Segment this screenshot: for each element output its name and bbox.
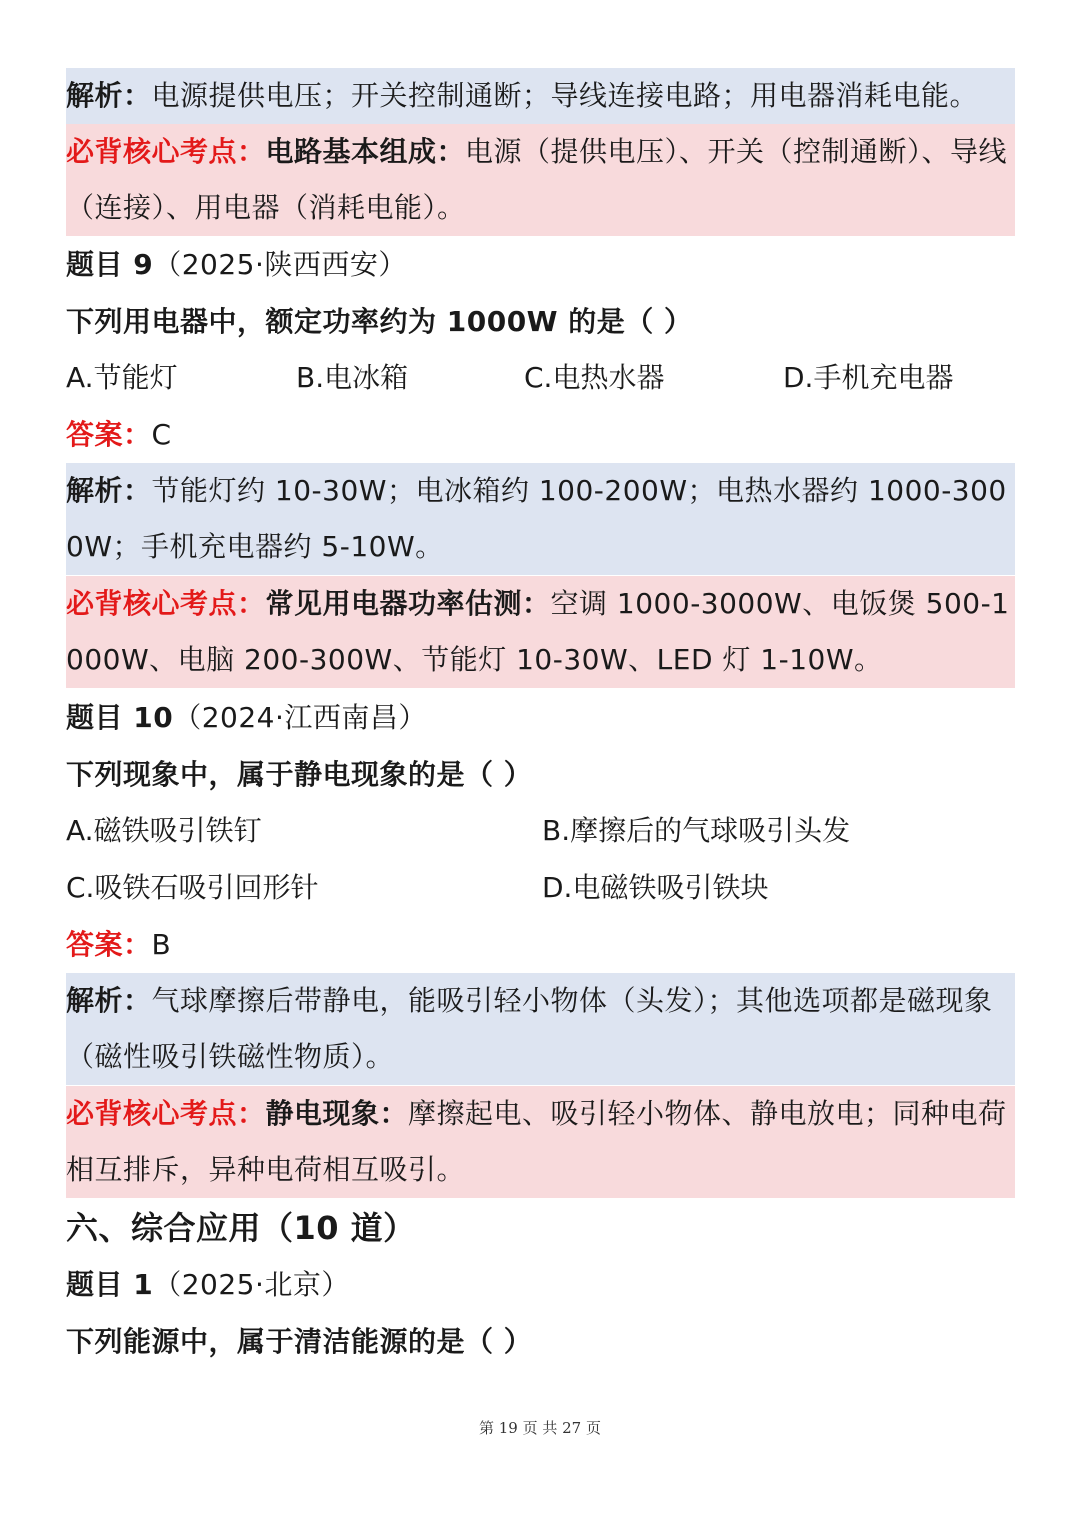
question-heading — [66, 237, 1015, 293]
section-title: 六、综合应用（10 道） — [66, 1209, 416, 1247]
option-d: D.手机充电器 — [783, 361, 954, 394]
question-number: 题目 9 — [66, 248, 154, 281]
question-number: 题目 1 — [66, 1268, 154, 1301]
answer-value: C — [151, 418, 172, 451]
option-d: D.电磁铁吸引铁块 — [542, 871, 769, 904]
key-point-label: 必背核心考点： — [66, 1097, 266, 1130]
key-point-subtitle: 静电现象： — [265, 1097, 409, 1130]
analysis-text: 气球摩擦后带静电，能吸引轻小物体（头发）；其他选项都是磁现象（磁性吸引铁磁性物质）。 — [66, 984, 993, 1073]
analysis-label: 解析： — [66, 474, 152, 507]
analysis-block — [66, 68, 1015, 124]
key-point-subtitle: 电路基本组成： — [265, 135, 466, 168]
analysis-text: 节能灯约 10-30W；电冰箱约 100-200W；电热水器约 1000-3000W；手机充电器约 5-10W。 — [66, 474, 1007, 563]
page-footer: 第 19 页 共 27 页 — [478, 1419, 601, 1437]
key-point-block — [66, 124, 1015, 236]
option-a: A.节能灯 — [66, 361, 178, 394]
option-c: C.吸铁石吸引回形针 — [66, 871, 319, 904]
answer-value: B — [151, 928, 172, 961]
question-heading — [66, 1257, 1015, 1313]
key-point-text: 电源（提供电压）、开关（控制通断）、导线（连接）、用电器（消耗电能）。 — [66, 135, 1008, 224]
key-point-label: 必背核心考点： — [66, 135, 266, 168]
key-point-text: 摩擦起电、吸引轻小物体、静电放电；同种电荷相互排斥，异种电荷相互吸引。 — [66, 1097, 1007, 1186]
option-c: C.电热水器 — [524, 361, 665, 394]
analysis-block — [66, 973, 1015, 1085]
analysis-label: 解析： — [66, 984, 152, 1017]
question-source: （2024·江西南昌） — [173, 701, 427, 734]
question-stem: 下列能源中，属于清洁能源的是（ ） — [66, 1325, 533, 1358]
question-stem: 下列现象中，属于静电现象的是（ ） — [66, 758, 533, 791]
option-b: B.电冰箱 — [296, 361, 409, 394]
question-source: （2025·北京） — [153, 1268, 350, 1301]
key-point-block — [66, 1086, 1015, 1198]
answer-line — [66, 407, 1015, 463]
key-point-subtitle: 常见用电器功率估测： — [265, 587, 551, 620]
option-a: A.磁铁吸引铁钉 — [66, 814, 262, 847]
question-source: （2025·陕西西安） — [153, 248, 407, 281]
key-point-block — [66, 576, 1015, 688]
answer-label: 答案： — [66, 928, 152, 961]
answer-line — [66, 917, 1015, 973]
key-point-text: 空调 1000-3000W、电饭煲 500-1000W、电脑 200-300W、节能灯 10-30W、LED 灯 1-10W。 — [66, 587, 1010, 676]
key-point-label: 必背核心考点： — [66, 587, 266, 620]
analysis-block — [66, 463, 1015, 575]
question-number: 题目 10 — [66, 701, 174, 734]
answer-label: 答案： — [66, 418, 152, 451]
question-stem: 下列用电器中，额定功率约为 1000W 的是（ ） — [66, 305, 693, 338]
analysis-label: 解析： — [66, 79, 152, 112]
analysis-text: 电源提供电压；开关控制通断；导线连接电路；用电器消耗电能。 — [151, 79, 979, 112]
option-b: B.摩擦后的气球吸引头发 — [542, 814, 851, 847]
question-heading — [66, 690, 1015, 746]
